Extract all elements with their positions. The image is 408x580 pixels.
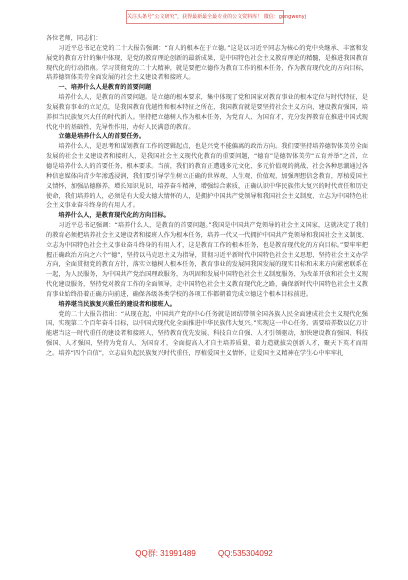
- section-heading-4: 培养堪当民族复兴重任的建设者和接班人。: [58, 300, 176, 308]
- intro-paragraph: 习近平总书记在党的二十大报告强调：“育人的根本在于立德。”这是以习近平同志为核心的党中央继承、丰富和发展党的教育方针的集中体现，是党的教育理论创新的最新成果，是中国特色社会主义教育理论的精髓，是推进我国教育现代化的行动指南。学习贯彻党的二十大精神，就是要把立德作为教育工作的根本任务，作为教育现代化的方向目标，培养德智体美劳全面发展的社会主义建设者和接班人。: [46, 44, 368, 82]
- qq-label: QQ:535304092: [218, 549, 273, 558]
- qq-group-label: QQ群: 31991489: [135, 549, 196, 558]
- section-heading-2: 立德是培养什么人的首要任务。: [58, 133, 146, 141]
- section-paragraph-2: 培养什么人，是思考和谋划教育工作的逻辑起点，也是兴党不能偏离的政治方向。我们要坚持培养德智体美劳全面发展的社会主义建设者和接班人，是我国社会主义现代化教育的重要问题，“德育”是德智体美劳“五育并举”之首，立德是培养什么人的首要任务，根本要求。当前，我们的教育正遭遇多元文化、多元价值观的挑战，社会各种思潮通过各种信息媒体向青少年渗透浸润，我们要引导学生树立正确的世界观、人生观、价值观，加强理想信念教育，厚植爱国主义情怀，加强品德修养，增长知识见识，培养奋斗精神，增强综合素质，正确认识中华民族伟大复兴的时代责任和历史使命，我们培养的人，必须是有大爱大德大情怀的人，是拥护中国共产党领导和我国社会主义制度、立志为中国特色社会主义事业奋斗终身的有用人才。: [46, 143, 368, 210]
- footer-contact: [0, 548, 408, 562]
- section-paragraph-3: 习近平总书记强调：“培养什么人，是教育的首要问题。”我国是中国共产党领导的社会主义国家，这就决定了我们的教育必须把培养社会主义建设者和接班人作为根本任务，培养一代又一代拥护中国共产党领导和我国社会主义制度、立志为中国特色社会主义事业奋斗终身的有用人才，这是教育工作的根本任务，也是教育现代化的方向目标。”要牢牢把握正确政治方向之六个“德”，坚持以马克思主义为指导，贯彻习近平新时代中国特色社会主义思想，坚持社会主义办学方向，全面贯彻党的教育方针，落实立德树人根本任务，教育事业的发展同我国发展的现实目标和未来方向紧密联系在一起，为人民服务，为中国共产党治国理政服务，为巩固和发展中国特色社会主义制度服务，为改革开放和社会主义现代化建设服务，坚持党对教育工作的全面领导，走中国特色社会主义教育现代化之路，确保新时代中国特色社会主义教育事业始终沿着正确方向前进，确保各级各类学校的各项工作都朝着完成立德这个根本目标前进。: [46, 222, 368, 298]
- section-heading-3: 培养什么人，是教育现代化的方向目标。: [58, 212, 170, 220]
- section-heading-1: 一、培养什么人是教育的首要问题: [58, 84, 152, 92]
- section-paragraph-4: 党的二十大报告指出：“从现在起，中国共产党的中心任务就是团结带领全国各族人民全面建成社会主义现代化强国、实现第二个百年奋斗目标，以中国式现代化全面推进中华民族伟大复兴。”实现这一中心任务，需要培养数以亿万计能堪当这一时代重任的建设者和接班人，坚持教育优先发展、科技自立自强、人才引领驱动，加快建设教育强国、科技强国、人才强国，坚持为党育人、为国育才，全面提高人才自主培养质量，着力造就拔尖创新人才，聚天下英才而用之。培养“四个自信”，立志肩负起民族复兴时代重任，厚植爱国主义情怀，让爱国主义精神在学生心中牢牢扎: [46, 310, 368, 357]
- greeting: 各位老师，同志们：: [46, 35, 102, 42]
- document-body: [46, 34, 368, 359]
- section-paragraph-1: 培养什么人，是教育的首要问题。是立德的根本要求，集中体现了党和国家对教育事业的根本定位与时代特征，是发展教育事业的立足点，是我国教育优越性和根本特征之所在，我国教育就是要坚持社会主义方向，建设教育强国，培养担当民族复兴大任的时代新人。坚持把立德树人作为根本任务，为党育人、为国育才，充分发挥教育在推进中国式现代化中的基础性、先导性作用，办好人民满意的教育。: [46, 94, 368, 131]
- header-banner: 关注头条号“公文研究”，获得最新最全最专业的公文资料库！ 微信：gongwenyj: [126, 10, 284, 24]
